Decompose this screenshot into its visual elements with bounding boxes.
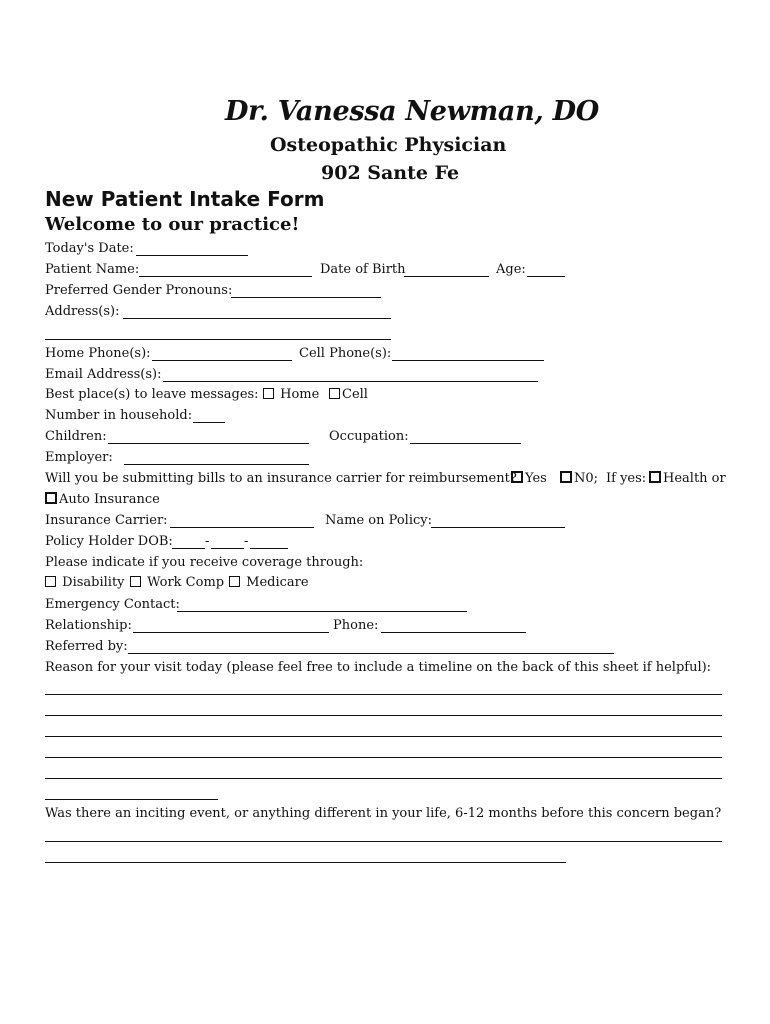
pronouns-field[interactable] bbox=[231, 297, 381, 298]
emergency-field[interactable] bbox=[177, 611, 467, 612]
checkbox-icon[interactable] bbox=[560, 471, 572, 483]
carrier-label: Insurance Carrier: bbox=[45, 513, 168, 528]
referred-label: Referred by: bbox=[45, 639, 128, 654]
reason-line-2[interactable] bbox=[45, 715, 722, 716]
form-title: New Patient Intake Form bbox=[45, 187, 325, 211]
reason-line-5[interactable] bbox=[45, 778, 722, 779]
checkbox-icon[interactable] bbox=[263, 388, 274, 399]
occupation-label: Occupation: bbox=[329, 429, 409, 444]
holder-dob-year[interactable] bbox=[250, 548, 288, 549]
bills-no-label: N0; bbox=[574, 471, 599, 486]
todays-date-label: Today's Date: bbox=[45, 241, 134, 256]
occupation-field[interactable] bbox=[410, 443, 521, 444]
health-label: Health or bbox=[663, 471, 726, 486]
bills-yes-label: Yes bbox=[525, 471, 547, 486]
checkbox-icon[interactable] bbox=[329, 388, 340, 399]
patient-name-field[interactable] bbox=[139, 276, 312, 277]
checkbox-icon[interactable] bbox=[45, 492, 57, 504]
auto-option[interactable] bbox=[45, 492, 160, 508]
coverage-medicare-option[interactable] bbox=[229, 575, 309, 591]
holder-dob-day[interactable] bbox=[211, 548, 244, 549]
coverage-disability-option[interactable] bbox=[45, 575, 125, 591]
carrier-field[interactable] bbox=[170, 527, 314, 528]
relationship-label: Relationship: bbox=[45, 618, 132, 633]
home-phone-field[interactable] bbox=[152, 360, 292, 361]
practice-address: 902 Sante Fe bbox=[321, 162, 460, 184]
holder-dob-label: Policy Holder DOB: bbox=[45, 534, 173, 549]
home-phone-label: Home Phone(s): bbox=[45, 346, 151, 361]
phone-field[interactable] bbox=[381, 632, 526, 633]
name-on-policy-label: Name on Policy: bbox=[325, 513, 432, 528]
dob-label: Date of Birth bbox=[320, 262, 406, 277]
messages-label: Best place(s) to leave messages: bbox=[45, 387, 259, 402]
specialty: Osteopathic Physician bbox=[270, 134, 507, 156]
dob-field[interactable] bbox=[404, 276, 489, 277]
household-label: Number in household: bbox=[45, 408, 193, 423]
address-field-1[interactable] bbox=[123, 318, 391, 319]
bills-no-option[interactable] bbox=[560, 471, 598, 487]
health-option[interactable] bbox=[649, 471, 726, 487]
messages-cell-option[interactable] bbox=[329, 387, 368, 403]
address-label: Address(s): bbox=[45, 304, 120, 319]
address-field-2[interactable] bbox=[45, 339, 391, 340]
holder-dob-month[interactable] bbox=[172, 548, 205, 549]
email-field[interactable] bbox=[163, 381, 538, 382]
reason-line-1[interactable] bbox=[45, 694, 722, 695]
referred-field[interactable] bbox=[128, 653, 614, 654]
messages-home-option[interactable] bbox=[263, 387, 319, 403]
phone-label: Phone: bbox=[333, 618, 379, 633]
household-field[interactable] bbox=[193, 422, 225, 423]
age-field[interactable] bbox=[527, 276, 565, 277]
inciting-line-1[interactable] bbox=[45, 841, 722, 842]
pronouns-label: Preferred Gender Pronouns: bbox=[45, 283, 233, 298]
employer-label: Employer: bbox=[45, 450, 113, 465]
patient-name-label: Patient Name: bbox=[45, 262, 140, 277]
inciting-line-2[interactable] bbox=[45, 862, 566, 863]
inciting-question: Was there an inciting event, or anything different in your life, 6-12 months before this concern began? bbox=[45, 806, 722, 821]
age-label: Age: bbox=[496, 262, 526, 277]
auto-label: Auto Insurance bbox=[59, 492, 160, 507]
checkbox-icon[interactable] bbox=[229, 576, 240, 587]
coverage-workcomp-label: Work Comp bbox=[147, 575, 225, 590]
reason-line-4[interactable] bbox=[45, 757, 722, 758]
coverage-question: Please indicate if you receive coverage through: bbox=[45, 555, 364, 570]
reason-question: Reason for your visit today (please feel free to include a timeline on the back of this sheet if helpful): bbox=[45, 660, 712, 675]
bills-yes-option[interactable] bbox=[511, 471, 547, 487]
children-label: Children: bbox=[45, 429, 107, 444]
messages-cell-label: Cell bbox=[342, 387, 368, 402]
relationship-field[interactable] bbox=[133, 632, 329, 633]
welcome-heading: Welcome to our practice! bbox=[45, 214, 300, 235]
children-field[interactable] bbox=[108, 443, 309, 444]
coverage-disability-label: Disability bbox=[62, 575, 125, 590]
reason-line-6[interactable] bbox=[45, 799, 218, 800]
checkbox-icon[interactable] bbox=[511, 471, 523, 483]
cell-phone-field[interactable] bbox=[392, 360, 544, 361]
employer-field[interactable] bbox=[124, 464, 309, 465]
reason-line-3[interactable] bbox=[45, 736, 722, 737]
todays-date-field[interactable] bbox=[136, 255, 248, 256]
name-on-policy-field[interactable] bbox=[431, 527, 565, 528]
bills-question: Will you be submitting bills to an insurance carrier for reimbursement? bbox=[45, 471, 517, 486]
checkbox-icon[interactable] bbox=[130, 576, 141, 587]
coverage-workcomp-option[interactable] bbox=[130, 575, 224, 591]
coverage-medicare-label: Medicare bbox=[246, 575, 309, 590]
doctor-name: Dr. Vanessa Newman, DO bbox=[225, 96, 599, 127]
messages-home-label: Home bbox=[280, 387, 320, 402]
checkbox-icon[interactable] bbox=[649, 471, 661, 483]
holder-dob-sep-1: - bbox=[205, 534, 210, 549]
checkbox-icon[interactable] bbox=[45, 576, 56, 587]
cell-phone-label: Cell Phone(s): bbox=[299, 346, 392, 361]
if-yes-label: If yes: bbox=[606, 471, 647, 486]
holder-dob-sep-2: - bbox=[244, 534, 249, 549]
emergency-label: Emergency Contact: bbox=[45, 597, 180, 612]
email-label: Email Address(s): bbox=[45, 367, 162, 382]
